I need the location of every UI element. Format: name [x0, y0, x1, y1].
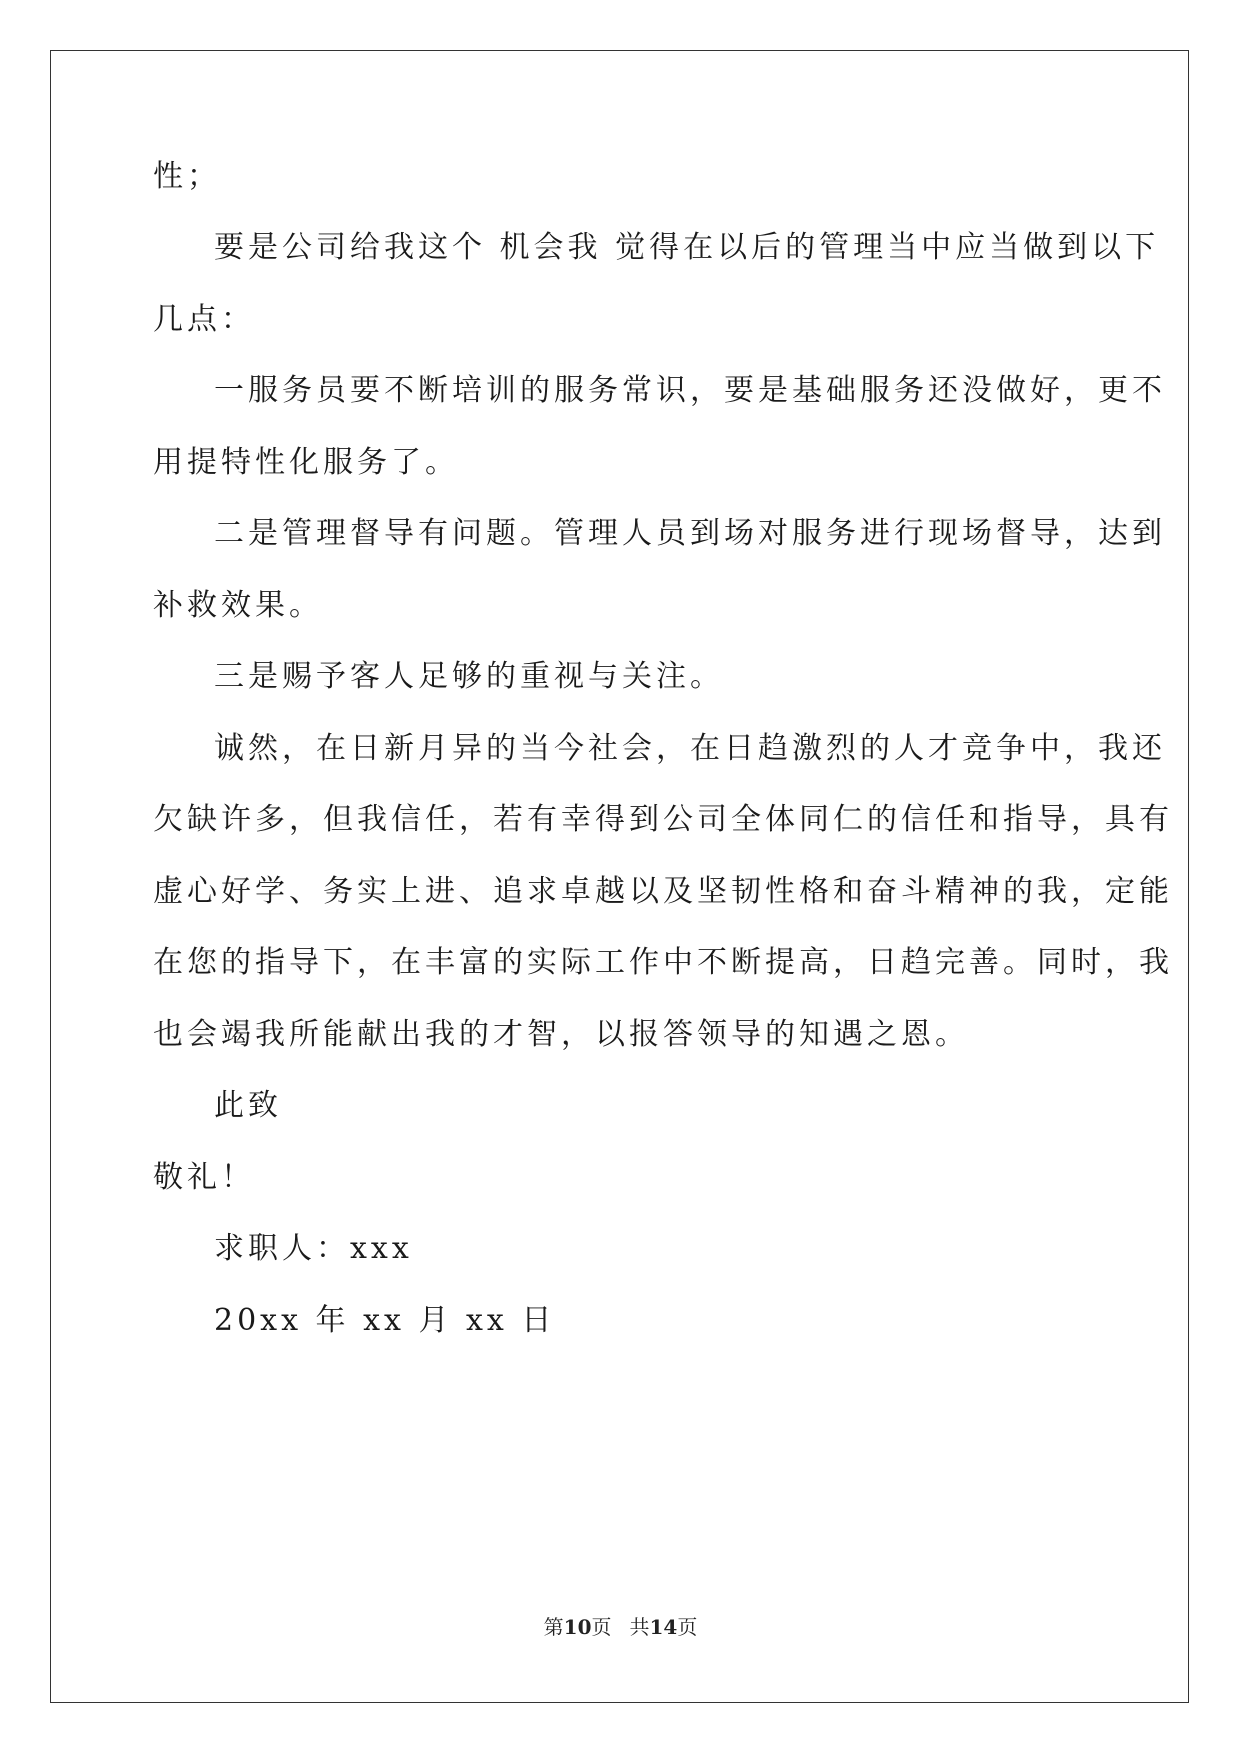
total-prefix: 共	[629, 1615, 650, 1639]
text-line: 几点：	[153, 302, 255, 337]
total-suffix: 页	[677, 1615, 698, 1639]
closing-respect: 敬礼！	[153, 1160, 255, 1195]
text-line: 用提特性化服务了。	[153, 445, 459, 480]
current-page-number: 10	[563, 1615, 592, 1639]
text-line: 也会竭我所能献出我的才智，以报答领导的知遇之恩。	[153, 1017, 969, 1052]
text-line: 欠缺许多，但我信任，若有幸得到公司全体同仁的信任和指导，具有	[153, 802, 1173, 837]
text-line: 性；	[153, 159, 221, 194]
date-line: 20xx 年 xx 月 xx 日	[214, 1303, 556, 1338]
text-line: 诚然，在日新月异的当今社会，在日趋激烈的人才竞争中，我还	[214, 731, 1166, 766]
text-line: 补救效果。	[153, 588, 323, 623]
text-line: 在您的指导下，在丰富的实际工作中不断提高，日趋完善。同时，我	[153, 945, 1173, 980]
page-prefix: 第	[543, 1615, 564, 1639]
text-line: 虚心好学、务实上进、追求卓越以及坚韧性格和奋斗精神的我，定能	[153, 874, 1173, 909]
text-line: 三是赐予客人足够的重视与关注。	[214, 659, 724, 694]
applicant-signature: 求职人：xxx	[214, 1231, 413, 1266]
closing-salutation: 此致	[214, 1088, 282, 1123]
text-line: 一服务员要不断培训的服务常识，要是基础服务还没做好，更不	[214, 373, 1166, 408]
page-mid: 页	[591, 1615, 612, 1639]
text-line: 二是管理督导有问题。管理人员到场对服务进行现场督导，达到	[214, 516, 1166, 551]
text-line: 要是公司给我这个 机会我 觉得在以后的管理当中应当做到以下	[214, 230, 1160, 265]
page-footer	[0, 1614, 1241, 1640]
total-page-count: 14	[649, 1615, 678, 1639]
